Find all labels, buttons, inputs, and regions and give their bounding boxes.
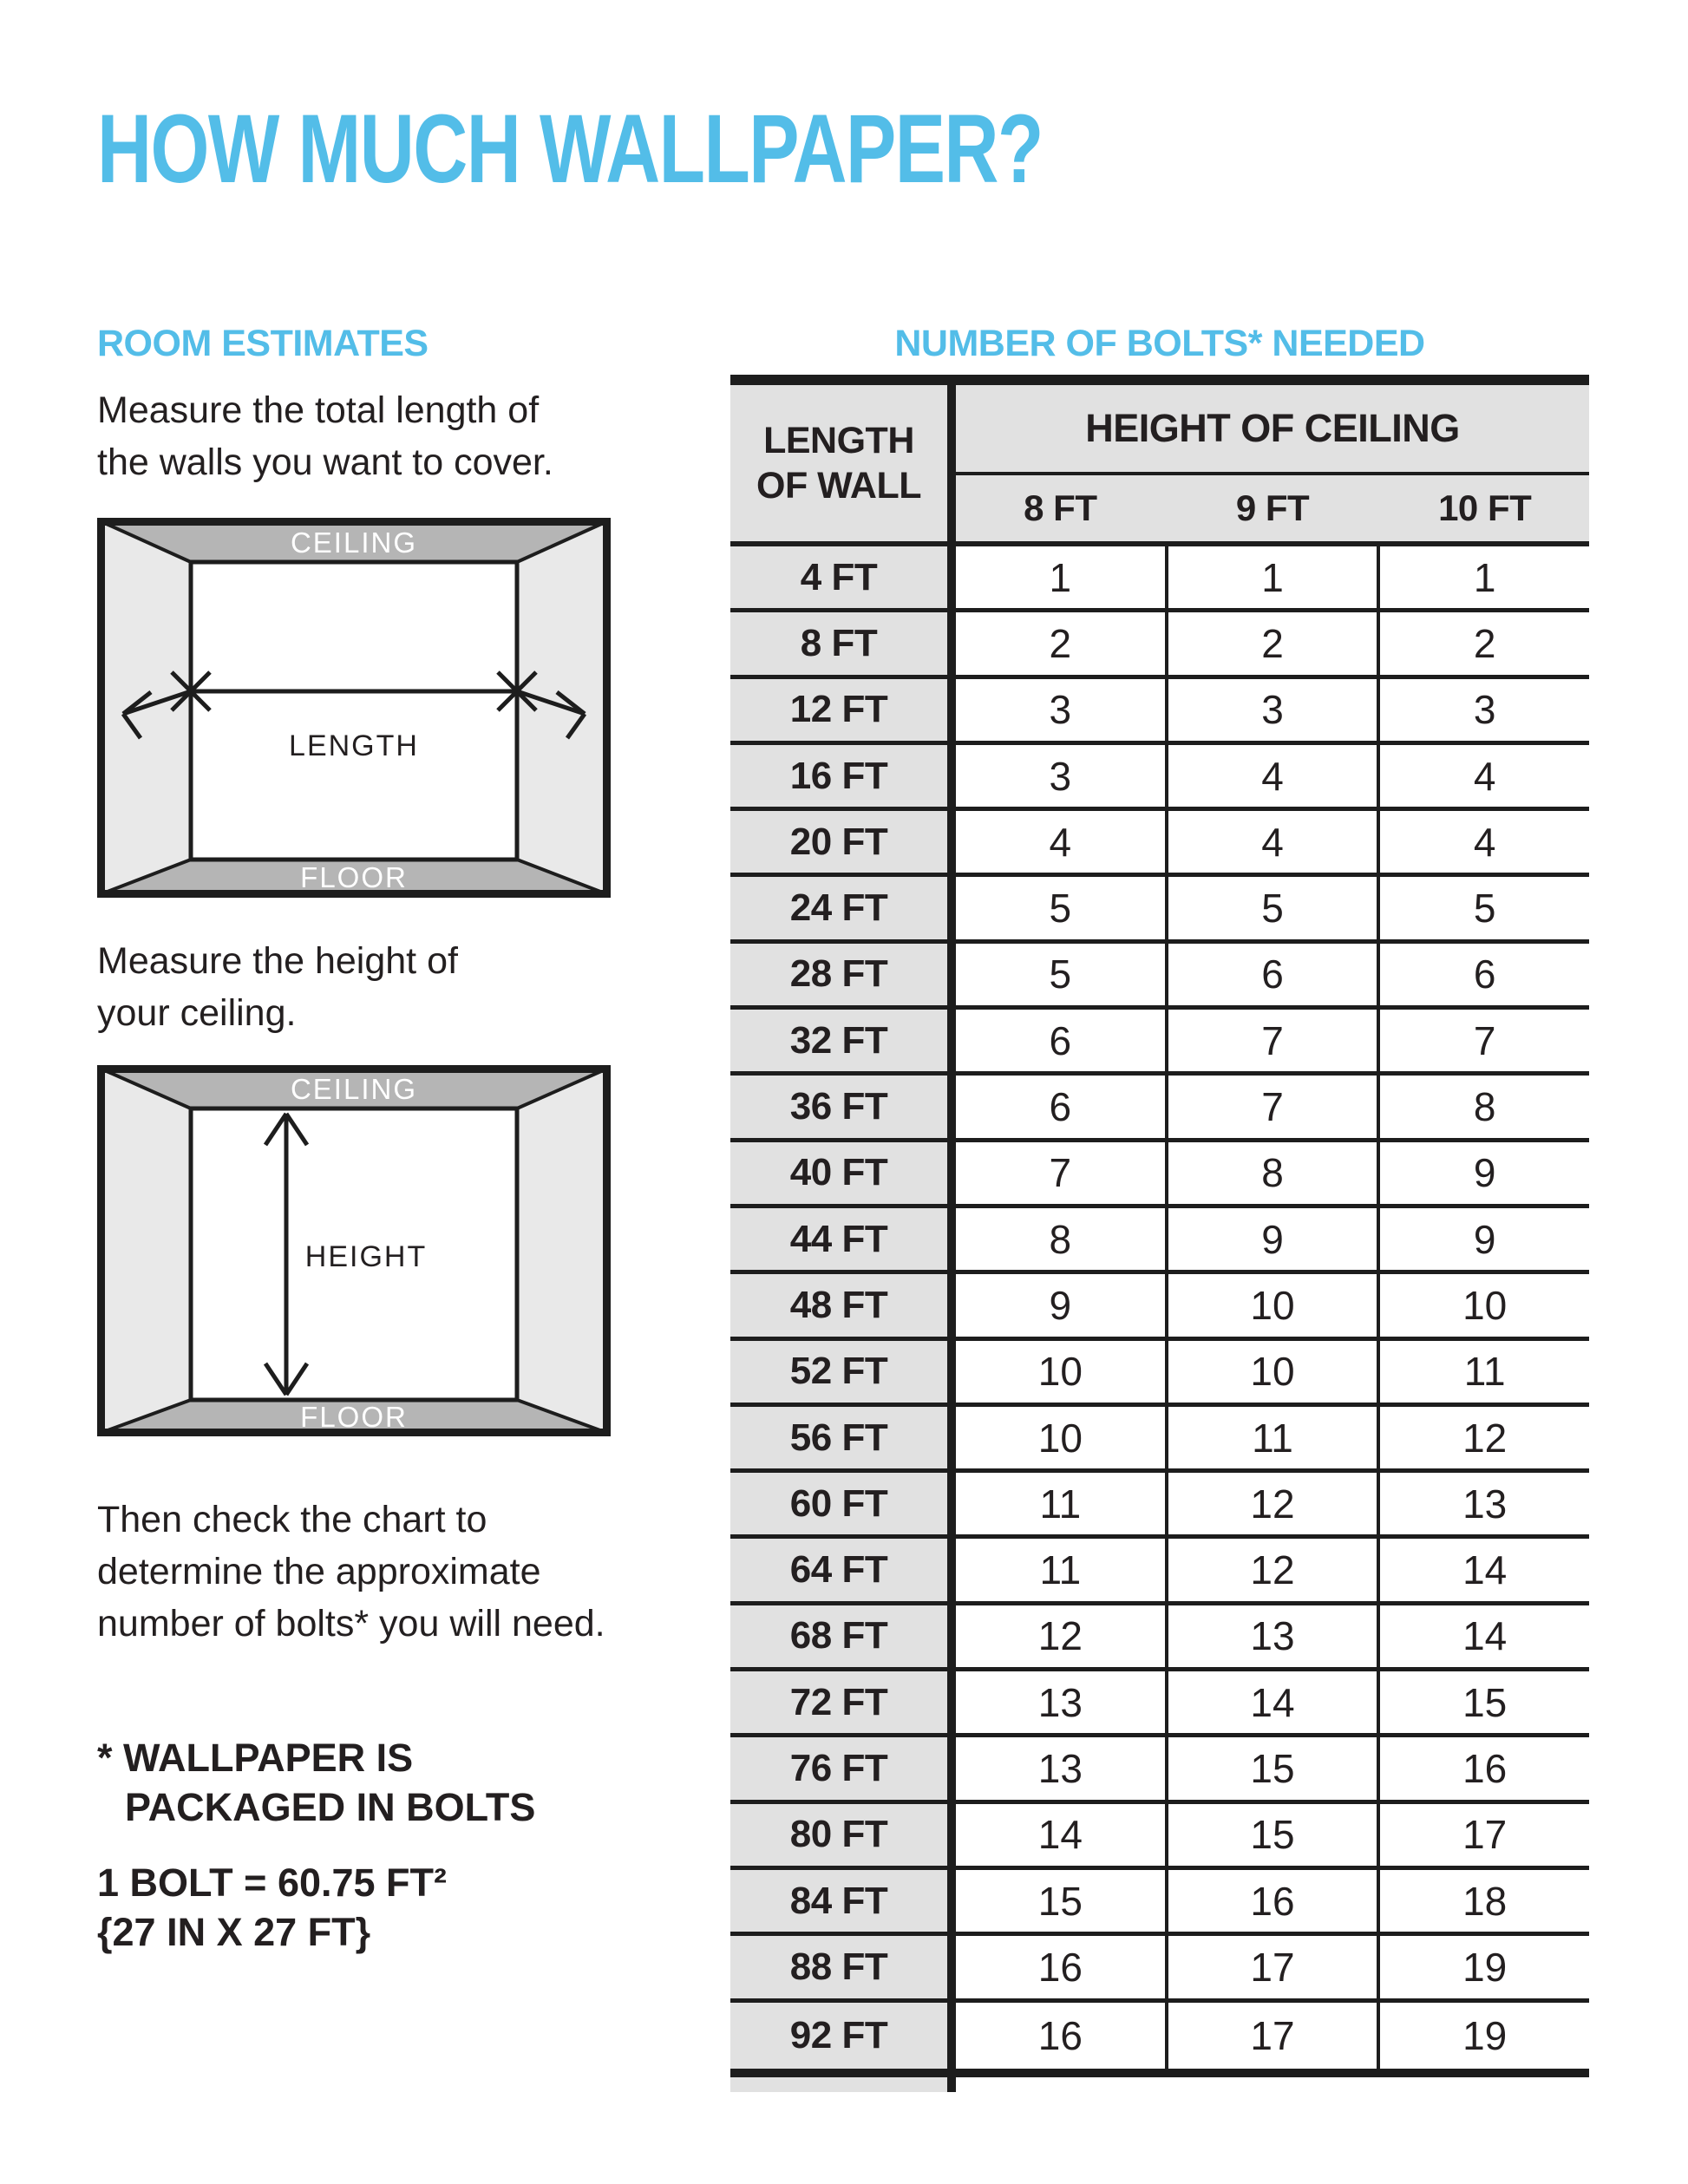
table-row [730,1274,1589,1340]
bolt-count-cell: 5 [1473,886,1496,932]
step2-line1: Measure the height of [97,940,458,982]
table-row [730,745,1589,811]
row-vertical-divider [947,679,956,741]
bolt-count-cell: 10 [1037,1415,1083,1461]
row-vertical-divider [947,1274,956,1336]
bolt-count-cell: 17 [1250,1944,1295,1990]
row-vertical-divider [947,1936,956,1998]
bolt-count-cell: 8 [1473,1084,1496,1130]
bolt-count-cell: 9 [1473,1150,1496,1196]
bolt-count-cell: 4 [1261,753,1284,799]
ceiling-label: CEILING [290,1073,418,1105]
step1-text [97,384,553,488]
wall-length-cell: 64 FT [730,1539,947,1600]
bolt-count-cell: 2 [1049,620,1072,666]
table-row [730,612,1589,678]
bolt-count-cell: 5 [1049,886,1072,932]
wall-length-cell: 28 FT [730,944,947,1005]
table-body [730,546,1589,2069]
length-of-wall-line1: LENGTH [763,420,914,461]
bolt-count-cell: 14 [1462,1547,1508,1593]
table-row [730,877,1589,943]
table-bottom-border [730,2069,1589,2077]
row-vertical-divider [947,811,956,873]
bolt-count-cell: 11 [1252,1415,1293,1461]
bolt-count-cell: 4 [1049,819,1072,865]
bolt-count-cell: 1 [1261,554,1284,600]
table-row [730,1605,1589,1671]
bolt-count-cell: 9 [1473,1216,1496,1262]
bolt-count-cell: 3 [1261,687,1284,733]
stub-gray [730,2077,947,2092]
footnote-line2: PACKAGED IN BOLTS [125,1785,536,1829]
row-vertical-divider [947,877,956,938]
header-vertical-divider [947,385,956,541]
table-header [730,385,1589,546]
bolt-count-cell: 12 [1037,1613,1083,1659]
bolts-needed-heading: NUMBER OF BOLTS* NEEDED [894,323,1425,364]
step3-text [97,1494,605,1650]
wall-length-cell: 16 FT [730,745,947,807]
bolt-count-cell: 8 [1049,1216,1072,1262]
bolt-count-cell: 7 [1261,1084,1284,1130]
wall-length-cell: 8 FT [730,612,947,674]
bolt-count-cell: 6 [1473,951,1496,997]
step1-line1: Measure the total length of [97,389,540,431]
wall-length-cell: 60 FT [730,1473,947,1534]
bolts-table [730,375,1589,2092]
step3-line3: number of bolts* you will need. [97,1603,605,1645]
row-vertical-divider [947,546,956,608]
header-right-region [956,385,1589,541]
ceiling-height-column-header: 8 FT [1024,487,1097,528]
floor-label: FLOOR [300,861,408,893]
table-row [730,679,1589,745]
bolt-count-cell: 11 [1039,1547,1082,1593]
bolt-count-cell: 12 [1462,1415,1508,1461]
bolt-count-cell: 17 [1250,2012,1295,2058]
height-measure-label: HEIGHT [304,1240,428,1273]
bolt-count-cell: 19 [1462,2012,1508,2058]
row-vertical-divider [947,1473,956,1534]
height-diagram [97,1065,611,1436]
bolt-count-cell: 14 [1037,1812,1083,1858]
wall-length-cell: 88 FT [730,1936,947,1998]
bolt-count-cell: 13 [1037,1745,1083,1791]
table-row [730,1539,1589,1605]
height-of-ceiling-header: HEIGHT OF CEILING [956,385,1589,475]
bolt-count-cell: 9 [1261,1216,1284,1262]
wall-length-cell: 20 FT [730,811,947,873]
bolt-count-cell: 5 [1049,951,1072,997]
ceiling-height-column-header: 10 FT [1438,487,1532,528]
bolt-count-cell: 10 [1462,1282,1508,1328]
table-row [730,1473,1589,1539]
length-diagram-svg [97,518,611,898]
bolt-count-cell: 15 [1250,1745,1295,1791]
bolt-count-cell: 9 [1049,1282,1072,1328]
bolt-count-cell: 10 [1250,1282,1295,1328]
step2-line2: your ceiling. [97,992,297,1034]
wall-length-cell: 72 FT [730,1671,947,1733]
wall-length-cell: 48 FT [730,1274,947,1336]
footnote-line1: * WALLPAPER IS [97,1736,414,1780]
height-diagram-svg [97,1065,611,1436]
bolt-count-cell: 14 [1250,1679,1295,1725]
bolt-count-cell: 6 [1049,1017,1072,1063]
bolt-count-cell: 7 [1049,1150,1072,1196]
floor-label: FLOOR [300,1401,408,1433]
bolt-count-cell: 4 [1473,819,1496,865]
table-footer-stub [730,2077,1589,2092]
length-of-wall-header [730,385,947,541]
page-title: HOW MUCH WALLPAPER? [97,95,1043,203]
wall-length-cell: 32 FT [730,1010,947,1071]
room-estimates-heading: ROOM ESTIMATES [97,323,429,364]
table-row [730,1076,1589,1141]
length-measure-label: LENGTH [289,729,419,762]
wall-length-cell: 12 FT [730,679,947,741]
row-vertical-divider [947,1737,956,1799]
bolt-count-cell: 3 [1473,687,1496,733]
bolt-count-cell: 2 [1261,620,1284,666]
wall-length-cell: 80 FT [730,1804,947,1866]
table-row [730,1870,1589,1936]
bolt-count-cell: 14 [1462,1613,1508,1659]
row-vertical-divider [947,1605,956,1667]
table-row [730,1208,1589,1274]
ceiling-label: CEILING [290,526,418,559]
row-vertical-divider [947,1671,956,1733]
bolt-count-cell: 6 [1261,951,1284,997]
row-vertical-divider [947,1010,956,1071]
table-row [730,1936,1589,2002]
table-row [730,1341,1589,1407]
wall-length-cell: 4 FT [730,546,947,608]
bolt-count-cell: 16 [1250,1878,1295,1924]
table-row [730,2003,1589,2069]
bolt-count-cell: 15 [1037,1878,1083,1924]
table-top-border [730,375,1589,385]
bolt-count-cell: 3 [1049,687,1072,733]
bolt-count-cell: 16 [1037,2012,1083,2058]
bolt-count-cell: 13 [1037,1679,1083,1725]
table-row [730,1737,1589,1803]
wall-length-cell: 76 FT [730,1737,947,1799]
row-vertical-divider [947,944,956,1005]
bolt-size-info [97,1858,447,1957]
ceiling-height-column-header: 9 FT [1235,487,1310,528]
row-vertical-divider [947,1539,956,1600]
row-vertical-divider [947,1407,956,1468]
bolt-count-cell: 7 [1473,1017,1496,1063]
table-row [730,811,1589,877]
bolt-count-cell: 16 [1462,1745,1508,1791]
bolt-count-cell: 15 [1250,1812,1295,1858]
row-vertical-divider [947,1142,956,1204]
step3-line2: determine the approximate [97,1551,541,1592]
step3-line1: Then check the chart to [97,1499,487,1540]
bolt-count-cell: 11 [1039,1481,1082,1527]
wall-length-cell: 40 FT [730,1142,947,1204]
wall-length-cell: 36 FT [730,1076,947,1137]
table-row [730,944,1589,1010]
row-vertical-divider [947,745,956,807]
wall-length-cell: 24 FT [730,877,947,938]
bolt-count-cell: 7 [1261,1017,1284,1063]
subheader-row [956,475,1589,541]
wallpaper-footnote [97,1733,535,1832]
bolt-count-cell: 12 [1250,1547,1295,1593]
bolt-count-cell: 12 [1250,1481,1295,1527]
wall-length-cell: 56 FT [730,1407,947,1468]
bolt-count-cell: 10 [1037,1349,1083,1395]
table-row [730,1142,1589,1208]
row-vertical-divider [947,1341,956,1403]
bolt-info-line2: {27 IN X 27 FT} [97,1910,371,1954]
wall-length-cell: 52 FT [730,1341,947,1403]
bolt-count-cell: 16 [1037,1944,1083,1990]
bolt-count-cell: 6 [1049,1084,1072,1130]
step1-line2: the walls you want to cover. [97,441,553,483]
length-diagram [97,518,611,898]
bolt-count-cell: 3 [1049,753,1072,799]
step2-text [97,935,458,1039]
bolt-count-cell: 8 [1261,1150,1284,1196]
table-row [730,546,1589,612]
bolt-count-cell: 11 [1463,1349,1506,1395]
table-row [730,1804,1589,1870]
bolt-count-cell: 19 [1462,1944,1508,1990]
stub-divider [947,2077,956,2092]
wall-length-cell: 44 FT [730,1208,947,1270]
table-row [730,1407,1589,1473]
row-vertical-divider [947,1870,956,1932]
table-row [730,1671,1589,1737]
row-vertical-divider [947,612,956,674]
wall-length-cell: 92 FT [730,2003,947,2069]
wall-length-cell: 68 FT [730,1605,947,1667]
wall-length-cell: 84 FT [730,1870,947,1932]
row-vertical-divider [947,2003,956,2069]
bolt-count-cell: 1 [1049,554,1072,600]
row-vertical-divider [947,1208,956,1270]
bolt-count-cell: 1 [1473,554,1496,600]
bolt-count-cell: 13 [1462,1481,1508,1527]
row-vertical-divider [947,1804,956,1866]
length-of-wall-line2: OF WALL [756,465,921,507]
bolt-count-cell: 15 [1462,1679,1508,1725]
bolt-count-cell: 4 [1473,753,1496,799]
row-vertical-divider [947,1076,956,1137]
bolt-count-cell: 13 [1250,1613,1295,1659]
bolt-count-cell: 18 [1462,1878,1508,1924]
bolt-count-cell: 5 [1261,886,1284,932]
table-row [730,1010,1589,1076]
bolt-count-cell: 10 [1250,1349,1295,1395]
bolt-count-cell: 17 [1462,1812,1508,1858]
bolt-info-line1: 1 BOLT = 60.75 FT² [97,1860,448,1905]
bolt-count-cell: 4 [1261,819,1284,865]
bolt-count-cell: 2 [1473,620,1496,666]
